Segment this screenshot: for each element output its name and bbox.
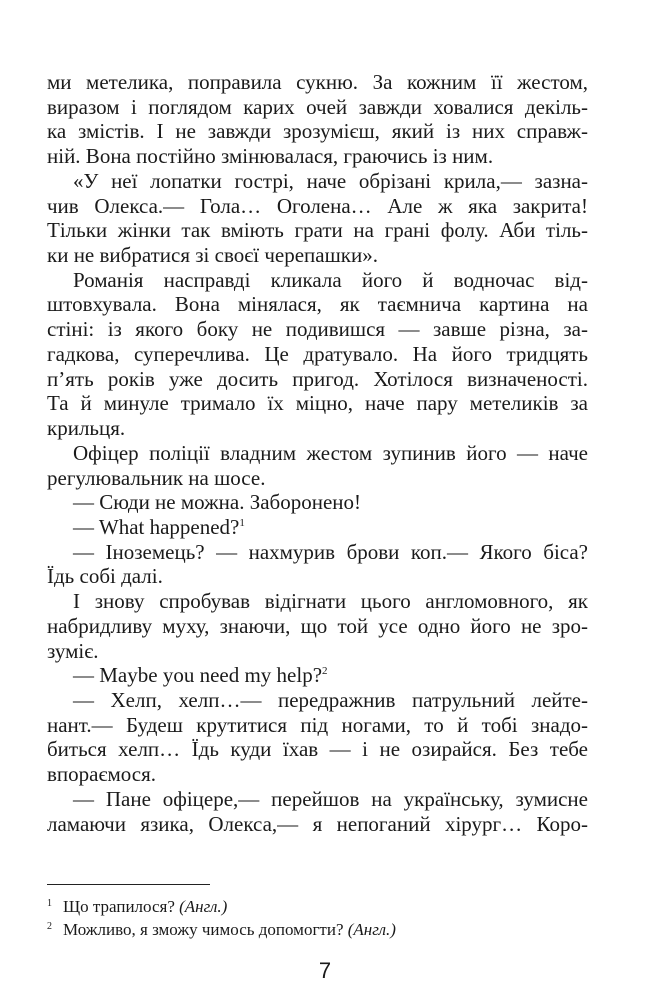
text-line: стіні: із якого боку не подивишся — завше різна, за- [47, 317, 588, 342]
text-line: ми метелика, поправила сукню. За кожним її жестом, [47, 70, 588, 94]
text-line: Офіцер поліції владним жестом зупинив його — наче [73, 440, 588, 465]
text-line: Тільки жінки так вміють грати на грані фолу. Аби тіль- [47, 218, 588, 243]
text-line: биться хелп… Їдь куди їхав — і не озирайся. Без тебе [47, 737, 588, 762]
text-line [47, 663, 588, 688]
text-line: гадкова, суперечлива. Це дратувало. На його тридцять [47, 341, 588, 366]
text-line: І знову спробував відігнати цього англомовного, як [73, 589, 588, 614]
footnote-text: Можливо, я зможу чимось допомогти? [63, 920, 348, 939]
text-line: ки не вибратися зі своєї черепашки». [47, 243, 378, 268]
footnote-number: 2 [47, 921, 52, 932]
footnote-text: Що трапилося? [63, 897, 180, 916]
text-line: — Сюди не можна. Заборонено! [73, 490, 362, 515]
text-line: нант.— Будеш крутитися під ногами, то й тобі знадо- [47, 712, 588, 737]
footnote-1 [47, 894, 227, 917]
text-line: виразом і поглядом карих очей завжди ховалися декіль- [47, 94, 588, 119]
dialogue-text: — What happened? [73, 514, 240, 539]
footnote-ref[interactable]: 2 [322, 665, 328, 678]
text-line: — Іноземець? — нахмурив брови коп.— Якого біса? [73, 539, 588, 564]
footnote-divider [47, 884, 210, 885]
footnote-ref[interactable]: 1 [239, 516, 245, 529]
text-line: ній. Вона постійно змінювалася, граючись із ним. [47, 144, 494, 169]
text-line: набридливу муху, знаючи, що той усе одно його не зро- [47, 613, 588, 638]
footnote-language-note: (Англ.) [179, 897, 228, 916]
body-text [47, 70, 588, 836]
text-line: ламаючи язика, Олекса,— я непоганий хірург… Коро- [47, 811, 588, 836]
text-line: штовхувала. Вона мінялася, як таємнича картина на [47, 292, 588, 317]
footnote-language-note: (Англ.) [347, 920, 396, 939]
text-line: Романія насправді кликала його й водночас від- [73, 267, 588, 292]
text-line: «У неї лопатки гострі, наче обрізані крила,— зазна- [73, 168, 588, 193]
text-line [47, 515, 588, 540]
footnote-number: 1 [47, 898, 52, 909]
text-line: — Пане офіцере,— перейшов на українську, зумисне [73, 786, 588, 811]
text-line: зуміє. [47, 638, 99, 663]
text-line: п’ять років уже досить пригод. Хотілося визначеності. [47, 366, 588, 391]
text-line: крильця. [47, 416, 126, 441]
footnote-2 [47, 917, 396, 940]
dialogue-text: — Maybe you need my help? [73, 663, 323, 688]
text-line: Їдь собі далі. [47, 564, 163, 589]
text-line: чив Олекса.— Гола… Оголена… Але ж яка закрита! [47, 193, 588, 218]
text-line: впораємося. [47, 762, 157, 787]
text-line: Та й минуле тримало їх міцно, наче пару метеликів за [47, 391, 588, 416]
text-line: регулювальник на шосе. [47, 465, 266, 490]
page-number: 7 [318, 958, 332, 983]
text-line: — Хелп, хелп…— передражнив патрульний лейте- [73, 687, 588, 712]
text-line: ка змістів. І не завжди зрозумієш, який із них справж- [47, 119, 588, 144]
